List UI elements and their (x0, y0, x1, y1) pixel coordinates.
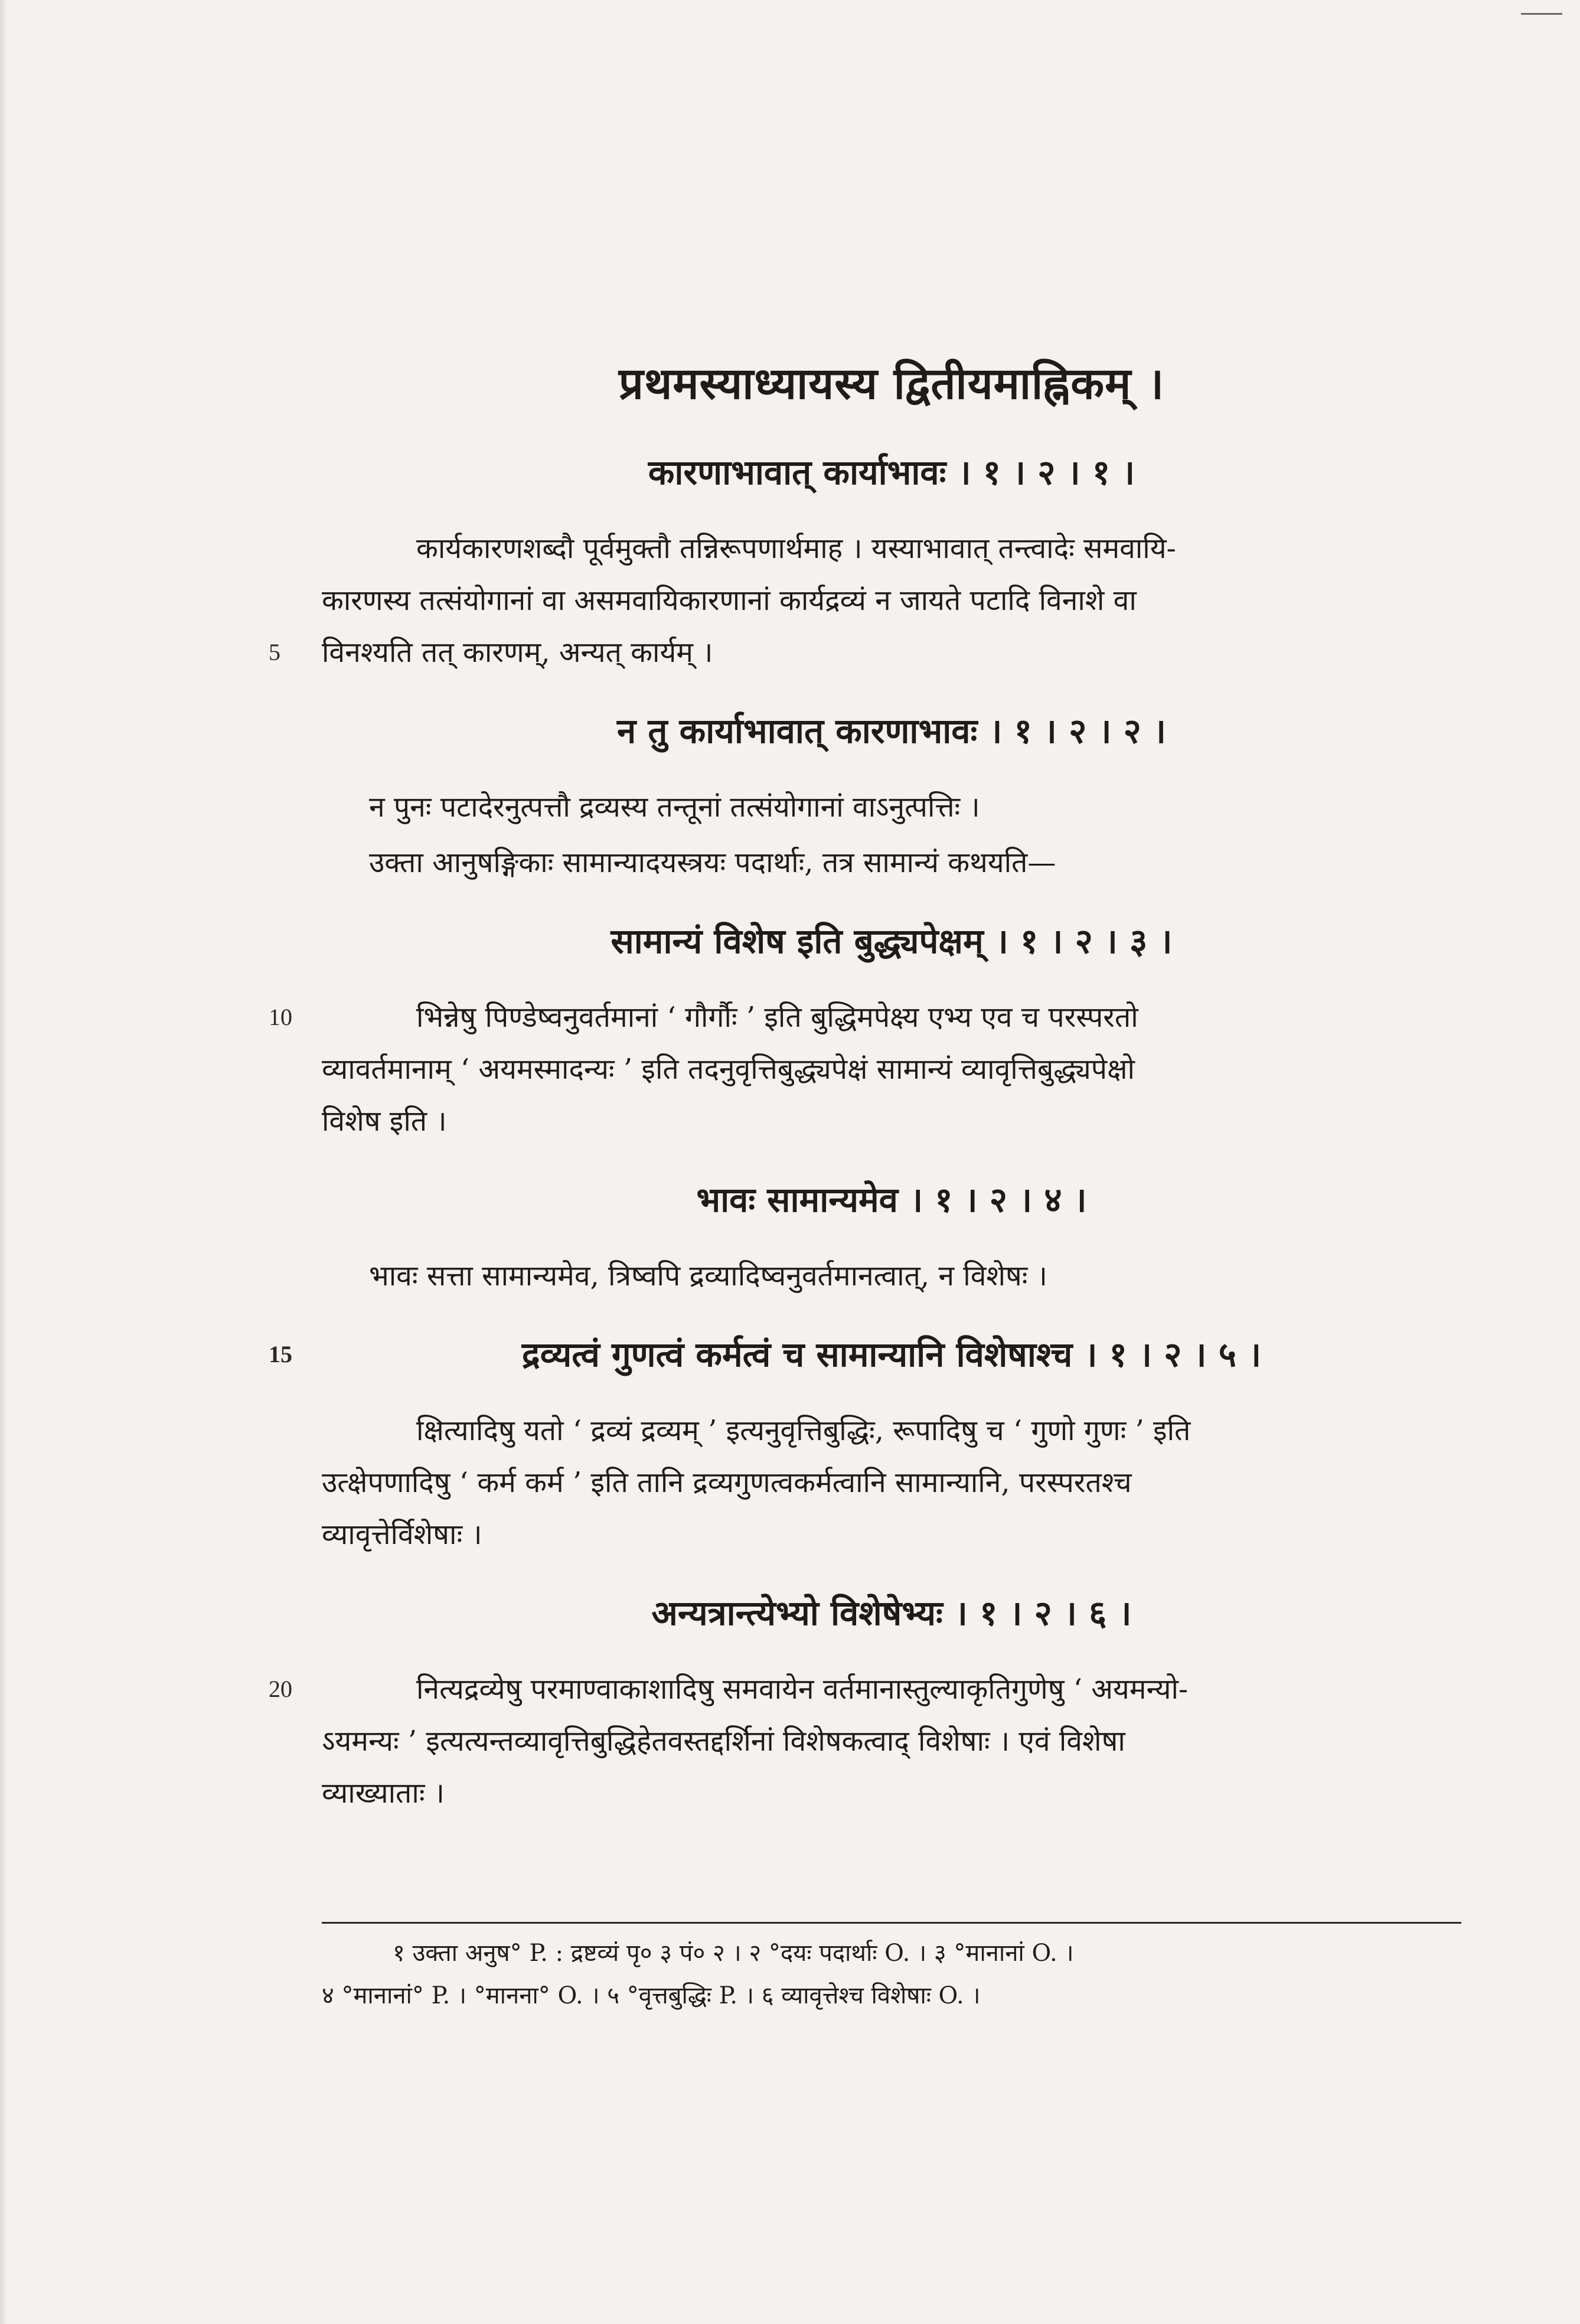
commentary-1-2-1 (269, 523, 1461, 678)
text-line: नित्यद्रव्येषु परमाण्वाकाशादिषु समवायेन वर्तमानास्तुल्याकृतिगुणेषु ‘ अयमन्यो- (416, 1673, 1189, 1706)
text-line: व्यावृत्तेर्विशेषाः । (322, 1518, 482, 1551)
text-line: व्याख्याताः । (322, 1777, 445, 1810)
line-number: 15 (269, 1341, 292, 1367)
commentary-1-2-2 (322, 781, 1461, 833)
text-line: उत्क्षेपणादिषु ‘ कर्म कर्म ’ इति तानि द्रव्यगुणत्वकर्मत्वानि सामान्यानि, परस्परतश्च (322, 1466, 1132, 1499)
text-line: विशेष इति । (322, 1105, 447, 1138)
sutra-1-2-3: सामान्यं विशेष इति बुद्ध्यपेक्षम् । १ । २ । ३ । (611, 921, 1173, 961)
commentary-1-2-6 (269, 1663, 1461, 1819)
sutra-text: द्रव्यत्वं गुणत्वं कर्मत्वं च सामान्यानि विशेषाश्च । १ । २ । ५ । (521, 1334, 1262, 1375)
text-line: कारणस्य तत्संयोगानां वा असमवायिकारणानां कार्यद्रव्यं न जायते पटादि विनाशे वा (322, 584, 1137, 617)
text-line: व्यावर्तमानाम् ‘ अयमस्मादन्यः ’ इति तदनुवृत्तिबुद्ध्यपेक्षं सामान्यं व्यावृत्तिबुद्ध्यपेक्षो (322, 1053, 1135, 1086)
sutra-1-2-4: भावः सामान्यमेव । १ । २ । ४ । (696, 1180, 1087, 1220)
commentary-1-2-5 (322, 1405, 1461, 1561)
text-line: उक्ता आनुषङ्गिकाः सामान्यादयस्त्रयः पदार्थाः, तत्र सामान्यं कथयति— (369, 846, 1056, 879)
footnote-line: १ उक्ता अनुष° P. : द्रष्टव्यं पृ० ३ पं० २ । २ °दयः पदार्थाः O. । ३ °मानानां O. । (393, 1940, 1074, 1967)
sutra-1-2-2: न तु कार्याभावात् कारणाभावः । १ । २ । २ । (617, 711, 1166, 751)
line-number: 5 (269, 639, 280, 665)
footnotes (322, 1922, 1461, 2017)
footnote-line: ४ °मानानां° P. । °मानना° O. । ५ °वृत्तबुद्धिः P. । ६ व्यावृत्तेश्च विशेषाः O. । (322, 1982, 981, 2009)
text-line: कार्यकारणशब्दौ पूर्वमुक्तौ तन्निरूपणार्थमाह । यस्याभावात् तन्त्वादेः समवायि- (416, 532, 1176, 565)
sutra-1-2-6: अन्यत्रान्त्येभ्यो विशेषेभ्यः । १ । २ । ६ । (651, 1593, 1132, 1633)
text-line: क्षित्यादिषु यतो ‘ द्रव्यं द्रव्यम् ’ इत्यनुवृत्तिबुद्धिः, रूपादिषु च ‘ गुणो गुणः ’ इति (416, 1414, 1191, 1447)
page-corner-mark (1521, 13, 1562, 15)
page-body (269, 354, 1461, 1845)
commentary-transition (322, 837, 1461, 889)
text-line: विनश्यति तत् कारणम्, अन्यत् कार्यम् । (322, 636, 713, 669)
text-line: भावः सत्ता सामान्यमेव, त्रिष्वपि द्रव्यादिष्वनुवर्तमानत्वात्, न विशेषः । (369, 1259, 1047, 1292)
sutra-1-2-5 (269, 1328, 1461, 1381)
sutra-1-2-1: कारणाभावात् कार्याभावः । १ । २ । १ । (648, 452, 1135, 492)
commentary-1-2-3 (269, 991, 1461, 1147)
page-edge-shadow (0, 0, 7, 2324)
line-number: 10 (269, 1004, 292, 1030)
text-line: न पुनः पटादेरनुत्पत्तौ द्रव्यस्य तन्तूनां तत्संयोगानां वाऽनुत्पत्तिः । (369, 791, 980, 824)
commentary-1-2-4 (322, 1250, 1461, 1302)
line-number: 20 (269, 1676, 292, 1702)
chapter-title: प्रथमस्याध्यायस्य द्वितीयमाह्निकम् । (618, 358, 1165, 409)
text-line: भिन्नेषु पिण्डेष्वनुवर्तमानां ‘ गौर्गौः ’ इति बुद्धिमपेक्ष्य एभ्य एव च परस्परतो (416, 1001, 1138, 1034)
text-line: ऽयमन्यः ’ इत्यत्यन्तव्यावृत्तिबुद्धिहेतवस्तद्दर्शिनां विशेषकत्वाद् विशेषाः । एवं विशेषा (322, 1725, 1125, 1758)
